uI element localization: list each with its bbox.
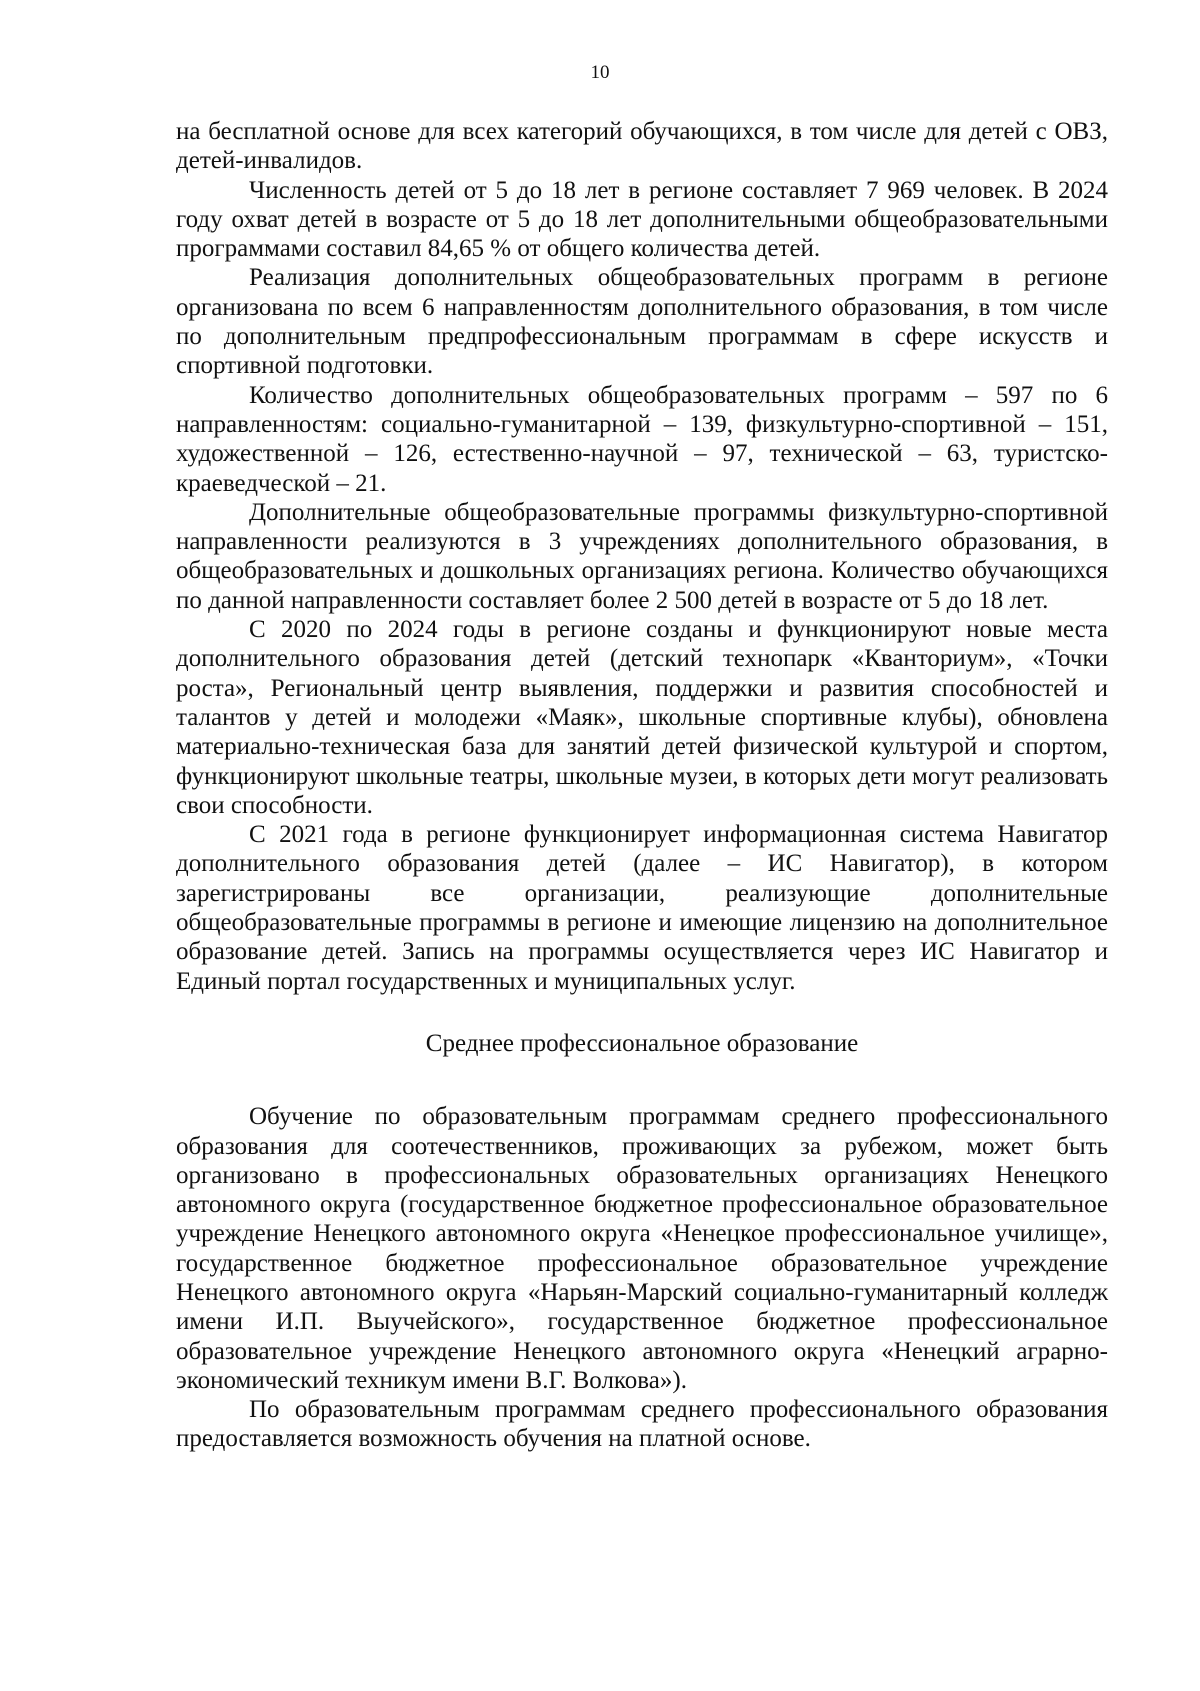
paragraph-continuation: на бесплатной основе для всех категорий обучающихся, в том числе для детей с ОВЗ, детей-инвалидов. [176, 118, 1108, 175]
paragraph-new-places: С 2020 по 2024 годы в регионе созданы и функционируют новые места дополнительного образования детей (детский технопарк «Кванториум», «Точки роста», Региональный центр выявления, поддержки и развития способностей и талантов у детей и молодежи «Маяк», школьные спортивные клубы), обновлена материально-техническая база для занятий детей физической культурой и спортом, функционируют школьные театры, школьные музеи, в которых дети могут реализовать свои способности. [176, 616, 1108, 819]
paragraph-navigator-system: С 2021 года в регионе функционирует информационная система Навигатор дополнительного образования детей (далее – ИС Навигатор), в котором зарегистрированы все организации, реализующие дополнительные общеобразовательные программы в регионе и имеющие лицензию на дополнительное образование детей. Запись на программы осуществляется через ИС Навигатор и Единый портал государственных и муниципальных услуг. [176, 821, 1108, 995]
paragraph-sports-programs: Дополнительные общеобразовательные программы физкультурно-спортивной направленности реализуются в 3 учреждениях дополнительного образования, в общеобразовательных и дошкольных организациях региона. Количество обучающихся по данной направленности составляет более 2 500 детей в возрасте от 5 до 18 лет. [176, 498, 1108, 614]
paragraph-programs-count: Количество дополнительных общеобразовательных программ – 597 по 6 направленностям: социально-гуманитарной – 139, физкультурно-спортивной – 151, художественной – 126, естественно-научной – 97, технической – 63, туристско-краеведческой – 21. [176, 381, 1108, 497]
paragraph-programs-implementation: Реализация дополнительных общеобразовательных программ в регионе организована по всем 6 направленностям дополнительного образования, в том числе по дополнительным предпрофессиональным программам в сфере искусств и спортивной подготовки. [176, 264, 1108, 380]
paragraph-paid-training: По образовательным программам среднего профессионального образования предоставляется возможность обучения на платной основе. [176, 1396, 1108, 1453]
section-heading: Среднее профессиональное образование [425, 1029, 859, 1057]
section-spacer [176, 1058, 1108, 1102]
page-number: 10 [590, 62, 610, 83]
paragraph-compatriots-training: Обучение по образовательным программам среднего профессионального образования для соотечественников, проживающих за рубежом, может быть организовано в профессиональных образовательных организациях Ненецкого автономного округа (государственное бюджетное профессиональное образовательное учреждение Ненецкого автономного округа «Ненецкое профессиональное училище», государственное бюджетное профессиональное образовательное учреждение Ненецкого автономного округа «Нарьян-Марский социально-гуманитарный колледж имени И.П. Выучейского», государственное бюджетное профессиональное образовательное учреждение Ненецкого автономного округа «Ненецкий аграрно-экономический техникум имени В.Г. Волкова»). [176, 1103, 1108, 1394]
document-body [176, 117, 1108, 1454]
paragraph-children-count: Численность детей от 5 до 18 лет в регионе составляет 7 969 человек. В 2024 году охват детей в возрасте от 5 до 18 лет дополнительными общеобразовательными программами составил 84,65 % от общего количества детей. [176, 176, 1108, 263]
